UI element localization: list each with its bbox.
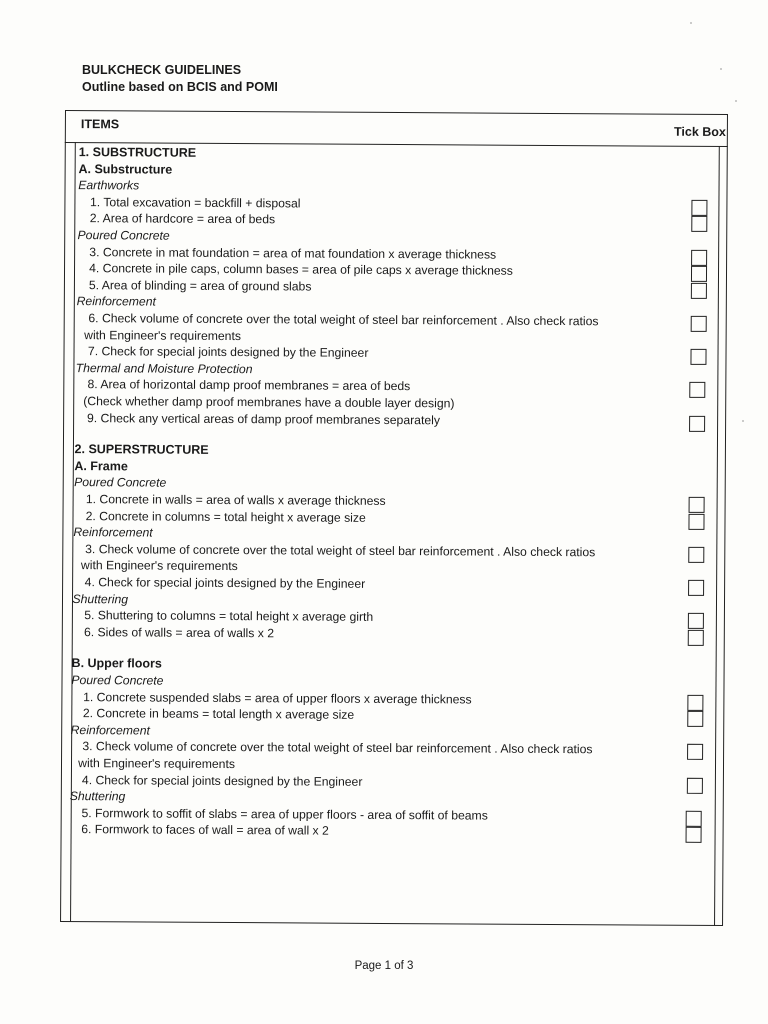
checklist-item-text: 6. Sides of walls = area of walls x 2 xyxy=(83,624,275,641)
tick-box-checkbox[interactable] xyxy=(691,283,707,299)
checklist-item-text: 5. Area of blinding = area of ground slabs xyxy=(88,277,312,294)
checklist-item-text: 3. Concrete in mat foundation = area of mat foundation x average thickness xyxy=(89,244,497,262)
section-heading: 1. SUBSTRUCTURE xyxy=(78,145,197,160)
checklist-item-text: 8. Area of horizontal damp proof membranes = area of beds xyxy=(87,377,411,394)
tick-box-checkbox[interactable] xyxy=(687,744,703,760)
category-label: Reinforcement xyxy=(73,525,153,540)
checklist-item-text: 3. Check volume of concrete over the total weight of steel bar reinforcement . Also check ratios xyxy=(82,739,593,757)
scan-speck xyxy=(735,100,737,102)
category-label: Poured Concrete xyxy=(77,228,170,243)
checklist-item-text: 4. Concrete in pile caps, column bases = area of pile caps x average thickness xyxy=(89,261,513,278)
checklist-item-continuation: with Engineer's requirements xyxy=(78,756,236,772)
table-header-row xyxy=(65,110,728,147)
tick-box-checkbox[interactable] xyxy=(690,316,706,332)
category-label: Thermal and Moisture Protection xyxy=(75,360,253,376)
scan-speck xyxy=(742,420,744,422)
tick-box-checkbox[interactable] xyxy=(691,200,707,216)
scan-speck xyxy=(720,68,722,70)
tick-box-checkbox[interactable] xyxy=(688,580,704,596)
subsection-heading: A. Frame xyxy=(74,458,128,474)
tick-box-checkbox[interactable] xyxy=(690,382,706,398)
tick-box-checkbox[interactable] xyxy=(689,415,705,431)
tick-box-checkbox[interactable] xyxy=(686,777,702,793)
scan-speck xyxy=(690,22,692,24)
category-label: Shuttering xyxy=(72,591,129,606)
tick-box-checkbox[interactable] xyxy=(688,547,704,563)
checklist-item-text: 5. Formwork to soffit of slabs = area of upper floors - area of soffit of beams xyxy=(81,805,488,823)
checklist-item-continuation: with Engineer's requirements xyxy=(84,327,241,343)
tick-box-checkbox[interactable] xyxy=(691,266,707,282)
document-header xyxy=(82,62,278,96)
checklist-item-text: 2. Concrete in columns = total height x average size xyxy=(85,508,366,525)
subsection-heading: B. Upper floors xyxy=(71,656,162,671)
checklist-item-text: 2. Concrete in beams = total length x average size xyxy=(82,706,355,722)
tick-box-checkbox[interactable] xyxy=(687,694,703,710)
checklist-item-text: 4. Check for special joints designed by the Engineer xyxy=(84,575,366,591)
tick-box-checkbox[interactable] xyxy=(686,827,702,843)
checklist-item-text: 9. Check any vertical areas of damp proof membranes separately xyxy=(86,410,440,427)
category-label: Shuttering xyxy=(69,789,126,804)
tick-box-checkbox[interactable] xyxy=(686,811,702,827)
checklist-item-continuation: with Engineer's requirements xyxy=(80,558,238,574)
checklist-item-text: 2. Area of hardcore = area of beds xyxy=(89,211,276,227)
document-subtitle: Outline based on BCIS and POMI xyxy=(82,80,278,94)
category-label: Reinforcement xyxy=(70,722,150,738)
tick-box-checkbox[interactable] xyxy=(688,630,704,646)
checklist-item-text: 1. Concrete suspended slabs = area of upper floors x average thickness xyxy=(83,689,472,707)
tick-box-checkbox[interactable] xyxy=(691,249,707,265)
tick-box-checkbox[interactable] xyxy=(689,497,705,513)
tick-box-checkbox[interactable] xyxy=(688,613,704,629)
checklist-item-text: 1. Concrete in walls = area of walls x average thickness xyxy=(85,492,386,508)
document-title: BULKCHECK GUIDELINES xyxy=(82,63,242,77)
category-label: Poured Concrete xyxy=(74,475,167,491)
subsection-heading: A. Substructure xyxy=(78,161,173,177)
category-label: Reinforcement xyxy=(76,294,156,309)
page-number: Page 1 of 3 xyxy=(354,960,414,972)
checklist-item-text: 3. Check volume of concrete over the total weight of steel bar reinforcement . Also check ratios xyxy=(85,541,596,560)
checklist-item-text: 6. Check volume of concrete over the total weight of steel bar reinforcement . Also check ratios xyxy=(88,311,599,329)
tick-box-column-header: Tick Box xyxy=(673,124,726,140)
tick-box-checkbox[interactable] xyxy=(687,711,703,727)
tick-box-checkbox[interactable] xyxy=(689,513,705,529)
category-label: Poured Concrete xyxy=(71,673,164,688)
section-heading: 2. SUPERSTRUCTURE xyxy=(74,442,209,458)
tick-box-checkbox[interactable] xyxy=(690,349,706,365)
checklist-item-continuation: (Check whether damp proof membranes have a double layer design) xyxy=(83,394,455,411)
checklist-item-text: 5. Shuttering to columns = total height x average girth xyxy=(84,608,374,625)
items-column-header: ITEMS xyxy=(80,117,120,132)
checklist-item-text: 4. Check for special joints designed by the Engineer xyxy=(81,772,363,789)
checklist-item-text: 1. Total excavation = backfill + disposal xyxy=(89,194,301,211)
category-label: Earthworks xyxy=(78,178,140,193)
checklist-table xyxy=(60,110,728,926)
checklist-item-text: 6. Formwork to faces of wall = area of wall x 2 xyxy=(81,822,329,839)
checklist-item-text: 7. Check for special joints designed by the Engineer xyxy=(87,344,369,361)
tick-box-checkbox[interactable] xyxy=(691,216,707,232)
